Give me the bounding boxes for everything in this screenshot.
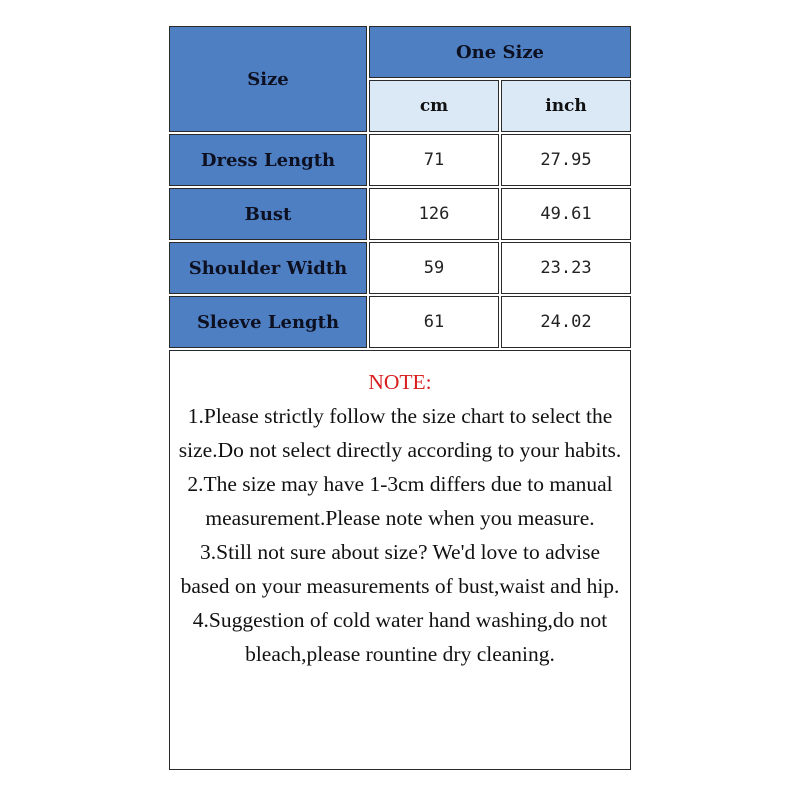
- bust-inch: 49.61: [501, 188, 631, 240]
- note-item-3: 3.Still not sure about size? We'd love to advise based on your measurements of bust,waist and hip.: [180, 540, 620, 598]
- shoulder-width-cm: 59: [369, 242, 499, 294]
- unit-cm-header: cm: [369, 80, 499, 132]
- row-label-bust: Bust: [169, 188, 367, 240]
- note-item-1: 1.Please strictly follow the size chart to select the size.Do not select directly according to your habits.: [178, 404, 622, 462]
- row-label-dress-length: Dress Length: [169, 134, 367, 186]
- sleeve-length-inch: 24.02: [501, 296, 631, 348]
- dress-length-inch: 27.95: [501, 134, 631, 186]
- size-header: Size: [169, 26, 367, 132]
- note-box: [169, 350, 631, 770]
- note-item-2: 2.The size may have 1-3cm differs due to manual measurement.Please note when you measure.: [187, 472, 613, 530]
- note-title: NOTE:: [368, 370, 432, 394]
- note-item-4: 4.Suggestion of cold water hand washing,do not bleach,please rountine dry cleaning.: [192, 608, 608, 666]
- sleeve-length-cm: 61: [369, 296, 499, 348]
- dress-length-cm: 71: [369, 134, 499, 186]
- shoulder-width-inch: 23.23: [501, 242, 631, 294]
- size-table: [168, 25, 632, 349]
- bust-cm: 126: [369, 188, 499, 240]
- size-chart: [168, 25, 632, 771]
- row-label-sleeve-length: Sleeve Length: [169, 296, 367, 348]
- unit-inch-header: inch: [501, 80, 631, 132]
- one-size-header: One Size: [369, 26, 631, 78]
- row-label-shoulder-width: Shoulder Width: [169, 242, 367, 294]
